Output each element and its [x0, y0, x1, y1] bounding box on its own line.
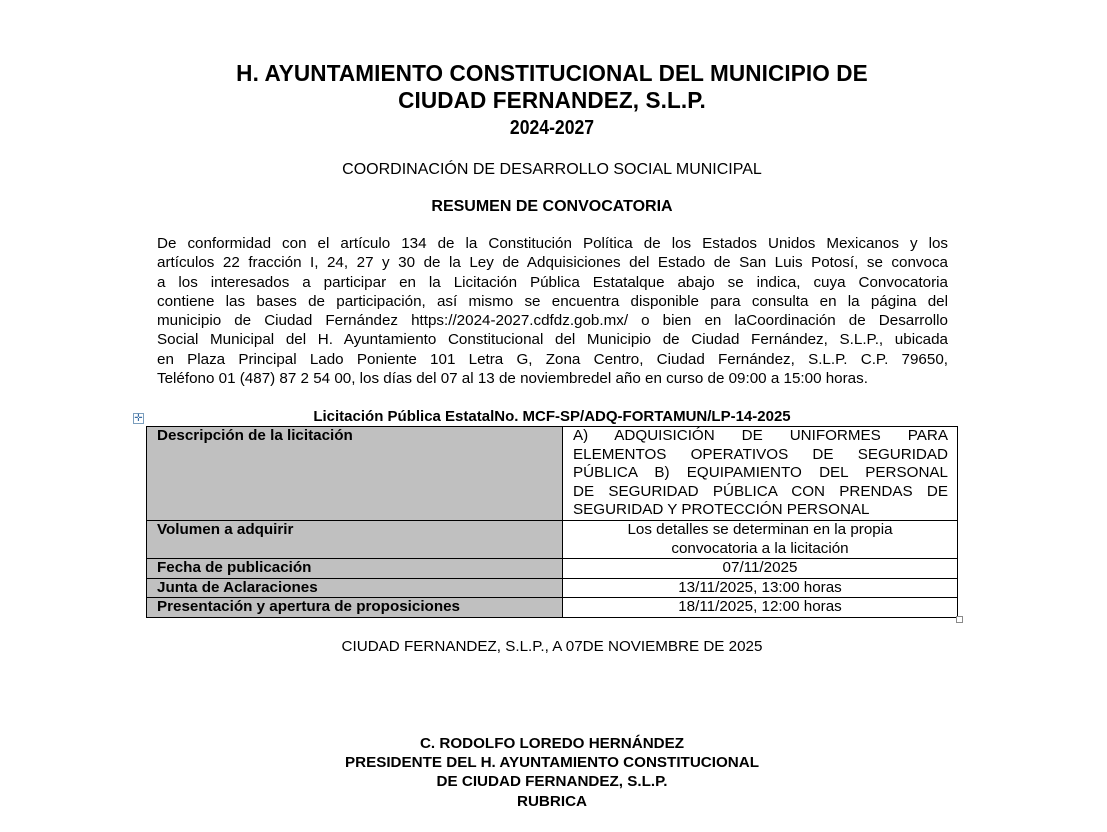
table-row — [147, 578, 958, 598]
row-value — [563, 520, 958, 558]
body-line: en Plaza Principal Lado Poniente 101 Letra G, Zona Centro, Ciudad Fernández, S.L.P. C.P. 79650, — [157, 350, 948, 368]
description-line: SEGURIDAD Y PROTECCIÓN PERSONAL — [573, 501, 870, 519]
department-name: COORDINACIÓN DE DESARROLLO SOCIAL MUNICIPAL — [342, 161, 762, 178]
body-line: contiene las bases de participación, así mismo se encuentra disponible para consulta en la página del — [157, 292, 948, 310]
signature-note: RUBRICA — [516, 792, 588, 810]
description-line: PÚBLICA B) EQUIPAMIENTO DEL PERSONAL — [573, 464, 948, 482]
signer-name: C. RODOLFO LOREDO HERNÁNDEZ — [419, 735, 685, 752]
body-line: Teléfono 01 (487) 87 2 54 00, los días del 07 al 13 de noviembredel año en curso de 09:00 a 15:00 horas. — [157, 370, 868, 388]
row-value-description — [563, 427, 958, 521]
row-label: Descripción de la licitación — [147, 427, 563, 521]
table-row — [147, 559, 958, 579]
body-line: municipio de Ciudad Fernández https://2024-2027.cdfdz.gob.mx/ o bien en laCoordinación de Desarrollo — [157, 312, 948, 330]
body-line: De conformidad con el artículo 134 de la Constitución Política de los Estados Unidos Mexicanos y los — [157, 235, 948, 252]
row-label: Presentación y apertura de proposiciones — [147, 598, 563, 618]
value-line: Los detalles se determinan en la propia — [627, 520, 893, 538]
row-label: Junta de Aclaraciones — [147, 578, 563, 598]
body-line: a los interesados a participar en la Licitación Pública Estatalque abajo se indica, cuya Convocatoria — [157, 273, 948, 291]
tender-number-heading: Licitación Pública EstatalNo. MCF-SP/ADQ-FORTAMUN/LP-14-2025 — [313, 408, 791, 425]
body-line: Social Municipal del H. Ayuntamiento Constitucional del Municipio de Ciudad Fernández, S.L.P., ubicada — [157, 331, 948, 349]
row-label: Fecha de publicación — [147, 559, 563, 579]
title-line-1: H. AYUNTAMIENTO CONSTITUCIONAL DEL MUNICIPIO DE — [236, 60, 868, 86]
body-paragraph — [157, 234, 948, 388]
body-line: artículos 22 fracción I, 24, 27 y 30 de la Ley de Adquisiciones del Estado de San Luis Potosí, se convoca — [157, 254, 948, 272]
description-line: A) ADQUISICIÓN DE UNIFORMES PARA — [573, 427, 948, 444]
title-line-2: CIUDAD FERNANDEZ, S.L.P. — [398, 87, 706, 113]
document-title — [22, 60, 1082, 114]
description-line: DE SEGURIDAD PÚBLICA CON PRENDAS DE — [573, 482, 948, 500]
row-label: Volumen a adquirir — [147, 520, 563, 558]
row-value: 13/11/2025, 13:00 horas — [563, 578, 958, 598]
table-row — [147, 520, 958, 558]
row-value: 07/11/2025 — [563, 559, 958, 579]
signature-block — [0, 734, 1104, 811]
table-row — [147, 427, 958, 521]
signer-title-line-1: PRESIDENTE DEL H. AYUNTAMIENTO CONSTITUCIONAL — [344, 754, 760, 772]
tender-details-table — [146, 426, 958, 618]
place-and-date: CIUDAD FERNANDEZ, S.L.P., A 07DE NOVIEMBRE DE 2025 — [341, 638, 763, 655]
value-line: convocatoria a la licitación — [671, 539, 849, 557]
signer-title-line-2: DE CIUDAD FERNANDEZ, S.L.P. — [436, 773, 668, 791]
summary-heading: RESUMEN DE CONVOCATORIA — [431, 198, 673, 215]
description-line: ELEMENTOS OPERATIVOS DE SEGURIDAD — [573, 445, 948, 463]
administration-period: 2024-2027 — [509, 117, 595, 139]
table-resize-handle-icon[interactable] — [956, 616, 963, 623]
table-row — [147, 598, 958, 618]
row-value: 18/11/2025, 12:00 horas — [563, 598, 958, 618]
table-move-handle-icon[interactable]: ✛ — [134, 413, 143, 424]
